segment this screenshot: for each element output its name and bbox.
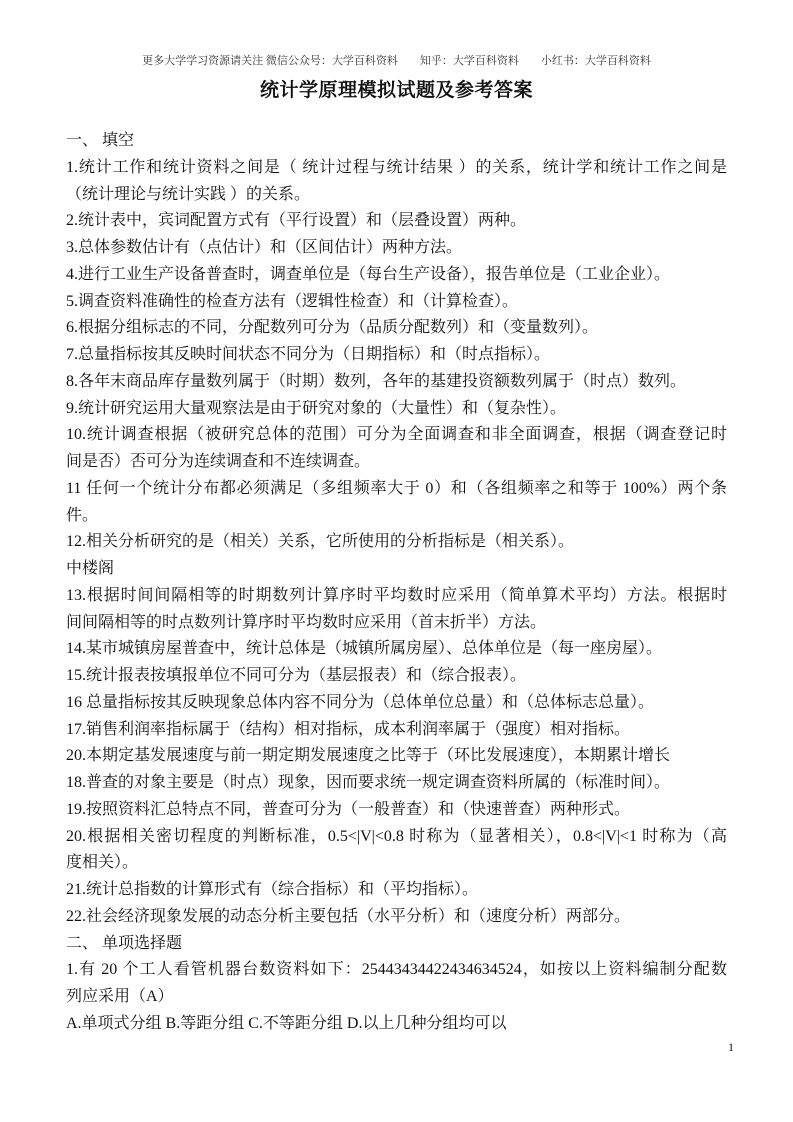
text-line: 20.本期定基发展速度与前一期定期发展速度之比等于（环比发展速度），本期累计增长 — [66, 747, 671, 765]
paragraph — [66, 128, 727, 155]
page-title: 统计学原理模拟试题及参考答案 — [259, 79, 533, 101]
text-line: 7.总量指标按其反映时间状态不同分为（日期指标）和（时点指标）。 — [66, 346, 551, 363]
paragraph — [66, 208, 727, 235]
text-line: 件。 — [66, 506, 99, 524]
text-line: 列应采用（A） — [66, 988, 174, 1005]
paragraph — [66, 342, 727, 369]
text-line: 22.社会经济现象发展的动态分析主要包括（水平分析）和（速度分析）两部分。 — [66, 907, 631, 925]
paragraph — [66, 315, 727, 342]
paragraph — [66, 155, 727, 209]
text-line: 1.统计工作和统计资料之间是（ 统计过程与统计结果 ）的关系，统计学和统计工作之间是 — [66, 158, 727, 176]
text-line: 1.有 20 个工人看管机器台数资料如下：25443434422434634524，如按以上资料编制分配数 — [66, 961, 727, 979]
text-line: 16 总量指标按其反映现象总体内容不同分为（总体单位总量）和（总体标志总量）。 — [66, 693, 655, 711]
text-line: 3.总体参数估计有（点估计）和（区间估计）两种方法。 — [66, 239, 463, 256]
paragraph — [66, 422, 727, 476]
paragraph — [66, 824, 727, 878]
paragraph — [66, 289, 727, 316]
text-line: 中楼阁 — [66, 560, 115, 577]
paragraph — [66, 743, 727, 770]
document-body — [66, 128, 727, 1038]
text-line: 6.根据分组标志的不同，分配数列可分为（品质分配数列）和（变量数列）。 — [66, 319, 599, 337]
text-line: 21.统计总指数的计算形式有（综合指标）和（平均指标）。 — [66, 881, 479, 898]
text-line: 13.根据时间间隔相等的时期数列计算序时平均数时应采用（简单算术平均）方法。根据时 — [66, 586, 727, 604]
text-line: 12.相关分析研究的是（相关）关系，它所使用的分析指标是（相关系）。 — [66, 533, 575, 551]
text-line: 间是否）否可分为连续调查和不连续调查。 — [66, 453, 371, 470]
text-line: 2.统计表中，宾词配置方式有（平行设置）和（层叠设置）两种。 — [66, 212, 527, 230]
paragraph — [66, 957, 727, 1011]
text-line: 8.各年末商品库存量数列属于（时期）数列，各年的基建投资额数列属于（时点）数列。 — [66, 372, 687, 390]
paragraph — [66, 690, 727, 717]
paragraph — [66, 235, 727, 262]
text-line: 20.根据相关密切程度的判断标准，0.5<|V|<0.8 时称为（显著相关），0.8<|V|<1 时称为（高 — [66, 827, 727, 845]
paragraph — [66, 663, 727, 690]
paragraph — [66, 396, 727, 423]
paragraph — [66, 770, 727, 797]
paragraph — [66, 877, 727, 904]
text-line: 9.统计研究运用大量观察法是由于研究对象的（大量性）和（复杂性）。 — [66, 399, 567, 417]
text-line: 15.统计报表按填报单位不同可分为（基层报表）和（综合报表）。 — [66, 667, 527, 684]
header-note: 更多大学学习资源请关注 微信公众号：大学百科资料 知乎：大学百科资料 小红书：大学百科资料 — [142, 55, 651, 67]
paragraph — [66, 529, 727, 556]
text-line: 10.统计调查根据（被研究总体的范围）可分为全面调查和非全面调查，根据（调查登记时 — [66, 426, 727, 444]
page-number: 1 — [728, 1040, 734, 1054]
text-line: 一、 填空 — [66, 132, 135, 149]
text-line: 4.进行工业生产设备普查时，调查单位是（每台生产设备），报告单位是（工业企业）。 — [66, 265, 671, 283]
paragraph — [66, 636, 727, 663]
text-line: 度相关）。 — [66, 854, 139, 872]
paragraph — [66, 369, 727, 396]
text-line: A.单项式分组 B.等距分组 C.不等距分组 D.以上几种分组均可以 — [66, 1014, 507, 1032]
text-line: 5.调查资料准确性的检查方法有（逻辑性检查）和（计算检查）。 — [66, 292, 519, 310]
text-line: 间间隔相等的时点数列计算序时平均数时应采用（首末折半）方法。 — [66, 613, 547, 631]
text-line: 17.销售利润率指标属于（结构）相对指标，成本利润率属于（强度）相对指标。 — [66, 720, 631, 738]
paragraph — [66, 1011, 727, 1038]
paragraph — [66, 262, 727, 289]
paragraph — [66, 717, 727, 744]
paragraph — [66, 556, 727, 583]
text-line: 二、 单项选择题 — [66, 934, 183, 952]
text-line: 18.普查的对象主要是（时点）现象，因而要求统一规定调查资料所属的（标准时间）。 — [66, 774, 671, 791]
text-line: 14.某市城镇房屋普查中，统计总体是（城镇所属房屋）、总体单位是（每一座房屋）。 — [66, 640, 663, 658]
text-line: （统计理论与统计实践 ）的关系。 — [66, 185, 311, 203]
text-line: 19.按照资料汇总特点不同，普查可分为（一般普查）和（快速普查）两种形式。 — [66, 800, 631, 818]
paragraph — [66, 904, 727, 931]
paragraph — [66, 797, 727, 824]
paragraph — [66, 931, 727, 958]
paragraph — [66, 583, 727, 637]
paragraph — [66, 476, 727, 530]
text-line: 11 任何一个统计分布都必须满足（多组频率大于 0）和（各组频率之和等于 100%）两个条 — [66, 479, 727, 497]
